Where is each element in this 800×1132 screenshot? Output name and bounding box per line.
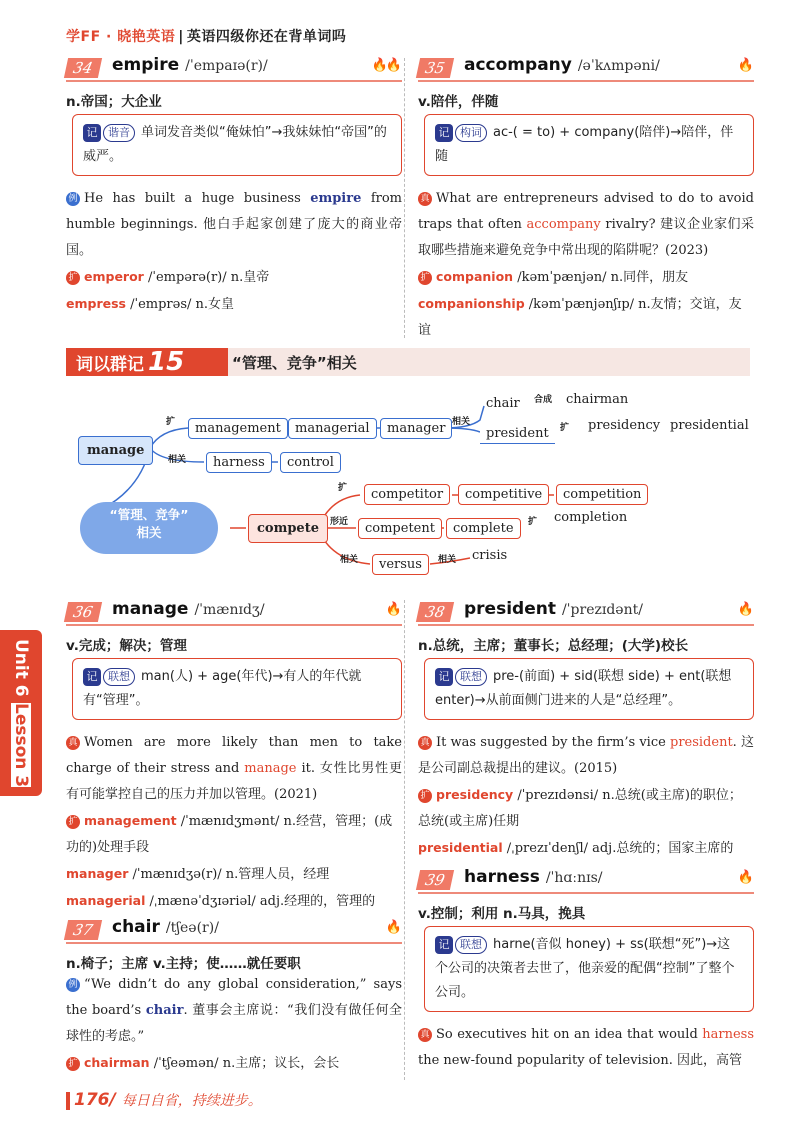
entry-number: 35 [416, 58, 454, 78]
tip-tag: 谐音 [103, 124, 135, 142]
node-control: control [280, 452, 341, 473]
exam-icon: 真 [418, 192, 432, 206]
memory-tip [424, 926, 754, 1012]
headword: harness /ˈhɑːnɪs/ [464, 867, 603, 887]
phonetic: /ˈhɑːnɪs/ [545, 870, 603, 886]
node-manager: manager [380, 418, 452, 439]
page-footer [66, 1090, 262, 1110]
header-title: 英语四级你还在背单词吗 [186, 29, 347, 45]
example: 真 Women are more likely than men to take charge of their stress and manage it. 女性比男性更有可能掌控自己的压力并加以管理。(2021) [66, 735, 403, 802]
phonetic: /ˈmænɪdʒ/ [194, 602, 265, 618]
fire-icon: 🔥 [385, 920, 400, 935]
example: 真 It was suggested by the firm’s vice president. 这是公司副总裁提出的建议。(2015) [418, 735, 754, 776]
tip-text: 单词发音类似“俺妹怕”→我妹妹怕“帝国”的威严。 [83, 125, 387, 164]
tip-text: harne(音似 honey) + ss(联想“死”)→这个公司的决策者去世了，他亲爱的配偶“控制”了整个公司。 [435, 937, 735, 1000]
headword: empire /ˈempaɪə(r)/ [112, 55, 268, 75]
group-title: “管理、竞争”相关 [232, 354, 357, 372]
tip-icon: 记 [435, 936, 453, 954]
entry-manage [66, 599, 403, 915]
rel-label: 合成 [534, 395, 553, 405]
example-icon: 例 [66, 192, 80, 206]
header-sep: | [178, 29, 184, 45]
rel-label: 形近 [330, 517, 349, 527]
node-presidency: presidency [588, 418, 661, 433]
node-chairman: chairman [566, 392, 629, 407]
memory-tip [424, 658, 754, 720]
tip-tag: 构词 [455, 124, 487, 142]
derivative: companionship /kəmˈpænjənʃɪp/ n.友情；交谊，友谊 [418, 296, 742, 338]
derivative: 扩 presidency /ˈprezɪdənsi/ n.总统(或主席)的职位；总统(或主席)任期 [418, 787, 742, 829]
entry-harness [418, 867, 754, 1074]
exam-icon: 真 [66, 736, 80, 750]
entry-number: 37 [64, 920, 102, 940]
derivative: 扩 chairman /ˈtʃeəmən/ n.主席；议长，会长 [66, 1050, 402, 1077]
column-divider [404, 58, 406, 338]
entry-accompany [418, 55, 754, 344]
derivative: presidential /ˌprezɪˈdenʃl/ adj.总统的；国家主席的 [418, 840, 734, 856]
phonetic: /tʃeə(r)/ [165, 920, 219, 936]
fire-icon: 🔥 [385, 602, 400, 617]
brand: 学FF · 晓艳英语 [66, 29, 176, 45]
derivative: manager /ˈmænɪdʒə(r)/ n.管理人员，经理 [66, 866, 330, 882]
rel-label: 相关 [340, 555, 359, 565]
memory-tip [72, 658, 402, 720]
phonetic: /ˈprezɪdənt/ [561, 602, 643, 618]
headword: accompany /əˈkʌmpəni/ [464, 55, 660, 75]
example: 真 So executives hit on an idea that would harness the new-found popularity of television. 因此，高管 [418, 1027, 754, 1068]
fire-icon: 🔥🔥 [371, 58, 400, 73]
tip-text: ac-( = to) + company(陪伴)→陪伴，伴随 [435, 125, 734, 164]
node-versus: versus [372, 554, 429, 575]
node-competition: competition [556, 484, 648, 505]
fire-icon: 🔥 [737, 58, 752, 73]
exam-icon: 真 [418, 736, 432, 750]
node-manage: manage [78, 436, 153, 465]
extend-icon: 扩 [66, 1057, 80, 1071]
word-bar [418, 55, 754, 82]
definition: v.控制；利用 n.马具，挽具 [418, 906, 586, 922]
entry-president [418, 599, 754, 862]
derivative: 扩 emperor /ˈempərə(r)/ n.皇帝 [66, 264, 402, 291]
rel-label: 相关 [168, 455, 187, 465]
derivative: empress /ˈemprəs/ n.女皇 [66, 296, 235, 312]
entry-number: 34 [64, 58, 102, 78]
example: 例 “We didn’t do any global consideration,” says the board’s chair. 董事会主席说：“我们没有做任何全球性的考虑。” [66, 977, 402, 1044]
memory-tip [424, 114, 754, 176]
derivative: 扩 management /ˈmænɪdʒmənt/ n.经营，管理；(成功的)处理手段 [66, 813, 393, 855]
rel-label: 相关 [438, 555, 457, 565]
node-chair: chair [486, 396, 520, 411]
memory-tip [72, 114, 402, 176]
node-competitor: competitor [364, 484, 450, 505]
definition: n.椅子；主席 v.主持；使……就任要职 [66, 956, 301, 972]
node-complete: complete [446, 518, 521, 539]
example-icon: 例 [66, 978, 80, 992]
tip-tag: 联想 [103, 668, 135, 686]
tip-text: pre-(前面) + sid(联想 side) + ent(联想 enter)→从前面侧门进来的人是“总经理”。 [435, 669, 732, 708]
tip-icon: 记 [435, 668, 453, 686]
headword: chair /tʃeə(r)/ [112, 917, 219, 937]
rel-label: 相关 [452, 417, 471, 427]
definition: n.总统，主席；董事长；总经理；(大学)校长 [418, 638, 689, 654]
node-presidential: presidential [670, 418, 749, 433]
word-bar [418, 599, 754, 626]
entry-empire [66, 55, 403, 318]
group-number: 15 [148, 347, 185, 377]
headword: manage /ˈmænɪdʒ/ [112, 599, 265, 619]
unit-tab [0, 630, 42, 796]
rel-label: 扩 [166, 417, 176, 427]
page-number: 176/ [74, 1090, 116, 1110]
derivative: 扩 companion /kəmˈpænjən/ n.同伴，朋友 [418, 264, 754, 291]
definition: n.帝国；大企业 [66, 94, 162, 110]
node-harness: harness [206, 452, 272, 473]
derivative: managerial /ˌmænəˈdʒɪəriəl/ adj.经理的，管理的 [66, 893, 376, 909]
entry-chair [66, 917, 402, 1077]
group-label: 词以群记 15 [66, 348, 228, 376]
extend-icon: 扩 [66, 271, 80, 285]
footer-bar [66, 1092, 70, 1110]
node-compete: compete [248, 514, 328, 543]
node-competitive: competitive [458, 484, 549, 505]
node-competent: competent [358, 518, 442, 539]
node-management: management [188, 418, 288, 439]
page-header [66, 26, 346, 46]
tip-icon: 记 [83, 668, 101, 686]
exam-icon: 真 [418, 1028, 432, 1042]
tip-tag: 联想 [455, 936, 487, 954]
definition: v.完成；解决；管理 [66, 638, 187, 654]
entry-number: 39 [416, 870, 454, 890]
extend-icon: 扩 [66, 815, 80, 829]
tip-text: man(人) + age(年代)→有人的年代就有“管理”。 [83, 669, 362, 708]
example: 真 What are entrepreneurs advised to do to avoid traps that often accompany rivalry? 建议企业家们采取哪些措施来避免竞争中常出现的陷阱呢？(2023) [418, 191, 754, 258]
entry-number: 38 [416, 602, 454, 622]
example: 例 He has built a huge business empire from humble beginnings. 他白手起家创建了庞大的商业帝国。 [66, 191, 403, 258]
rel-label: 扩 [560, 423, 570, 433]
node-crisis: crisis [472, 548, 508, 563]
extend-icon: 扩 [418, 789, 432, 803]
tip-icon: 记 [435, 124, 453, 142]
word-bar [66, 917, 402, 944]
unit-label: Unit 6 [11, 639, 31, 697]
node-center: “管理、竞争” 相关 [80, 502, 218, 554]
node-president: president [480, 424, 555, 444]
phonetic: /əˈkʌmpəni/ [577, 58, 660, 74]
word-bar [66, 599, 402, 626]
node-completion: completion [554, 510, 628, 525]
headword: president /ˈprezɪdənt/ [464, 599, 643, 619]
word-bar [418, 867, 754, 894]
tip-icon: 记 [83, 124, 101, 142]
fire-icon: 🔥 [737, 870, 752, 885]
lesson-label: Lesson 3 [11, 702, 31, 787]
tip-tag: 联想 [455, 668, 487, 686]
column-divider [404, 600, 406, 1080]
rel-label: 扩 [338, 483, 348, 493]
rel-label: 扩 [528, 517, 538, 527]
footer-slogan: 每日自省，持续进步。 [121, 1093, 262, 1109]
definition: v.陪伴，伴随 [418, 94, 499, 110]
node-managerial: managerial [288, 418, 377, 439]
phonetic: /ˈempaɪə(r)/ [185, 58, 268, 74]
extend-icon: 扩 [418, 271, 432, 285]
word-bar [66, 55, 402, 82]
fire-icon: 🔥 [737, 602, 752, 617]
group-banner [66, 348, 750, 376]
entry-number: 36 [64, 602, 102, 622]
